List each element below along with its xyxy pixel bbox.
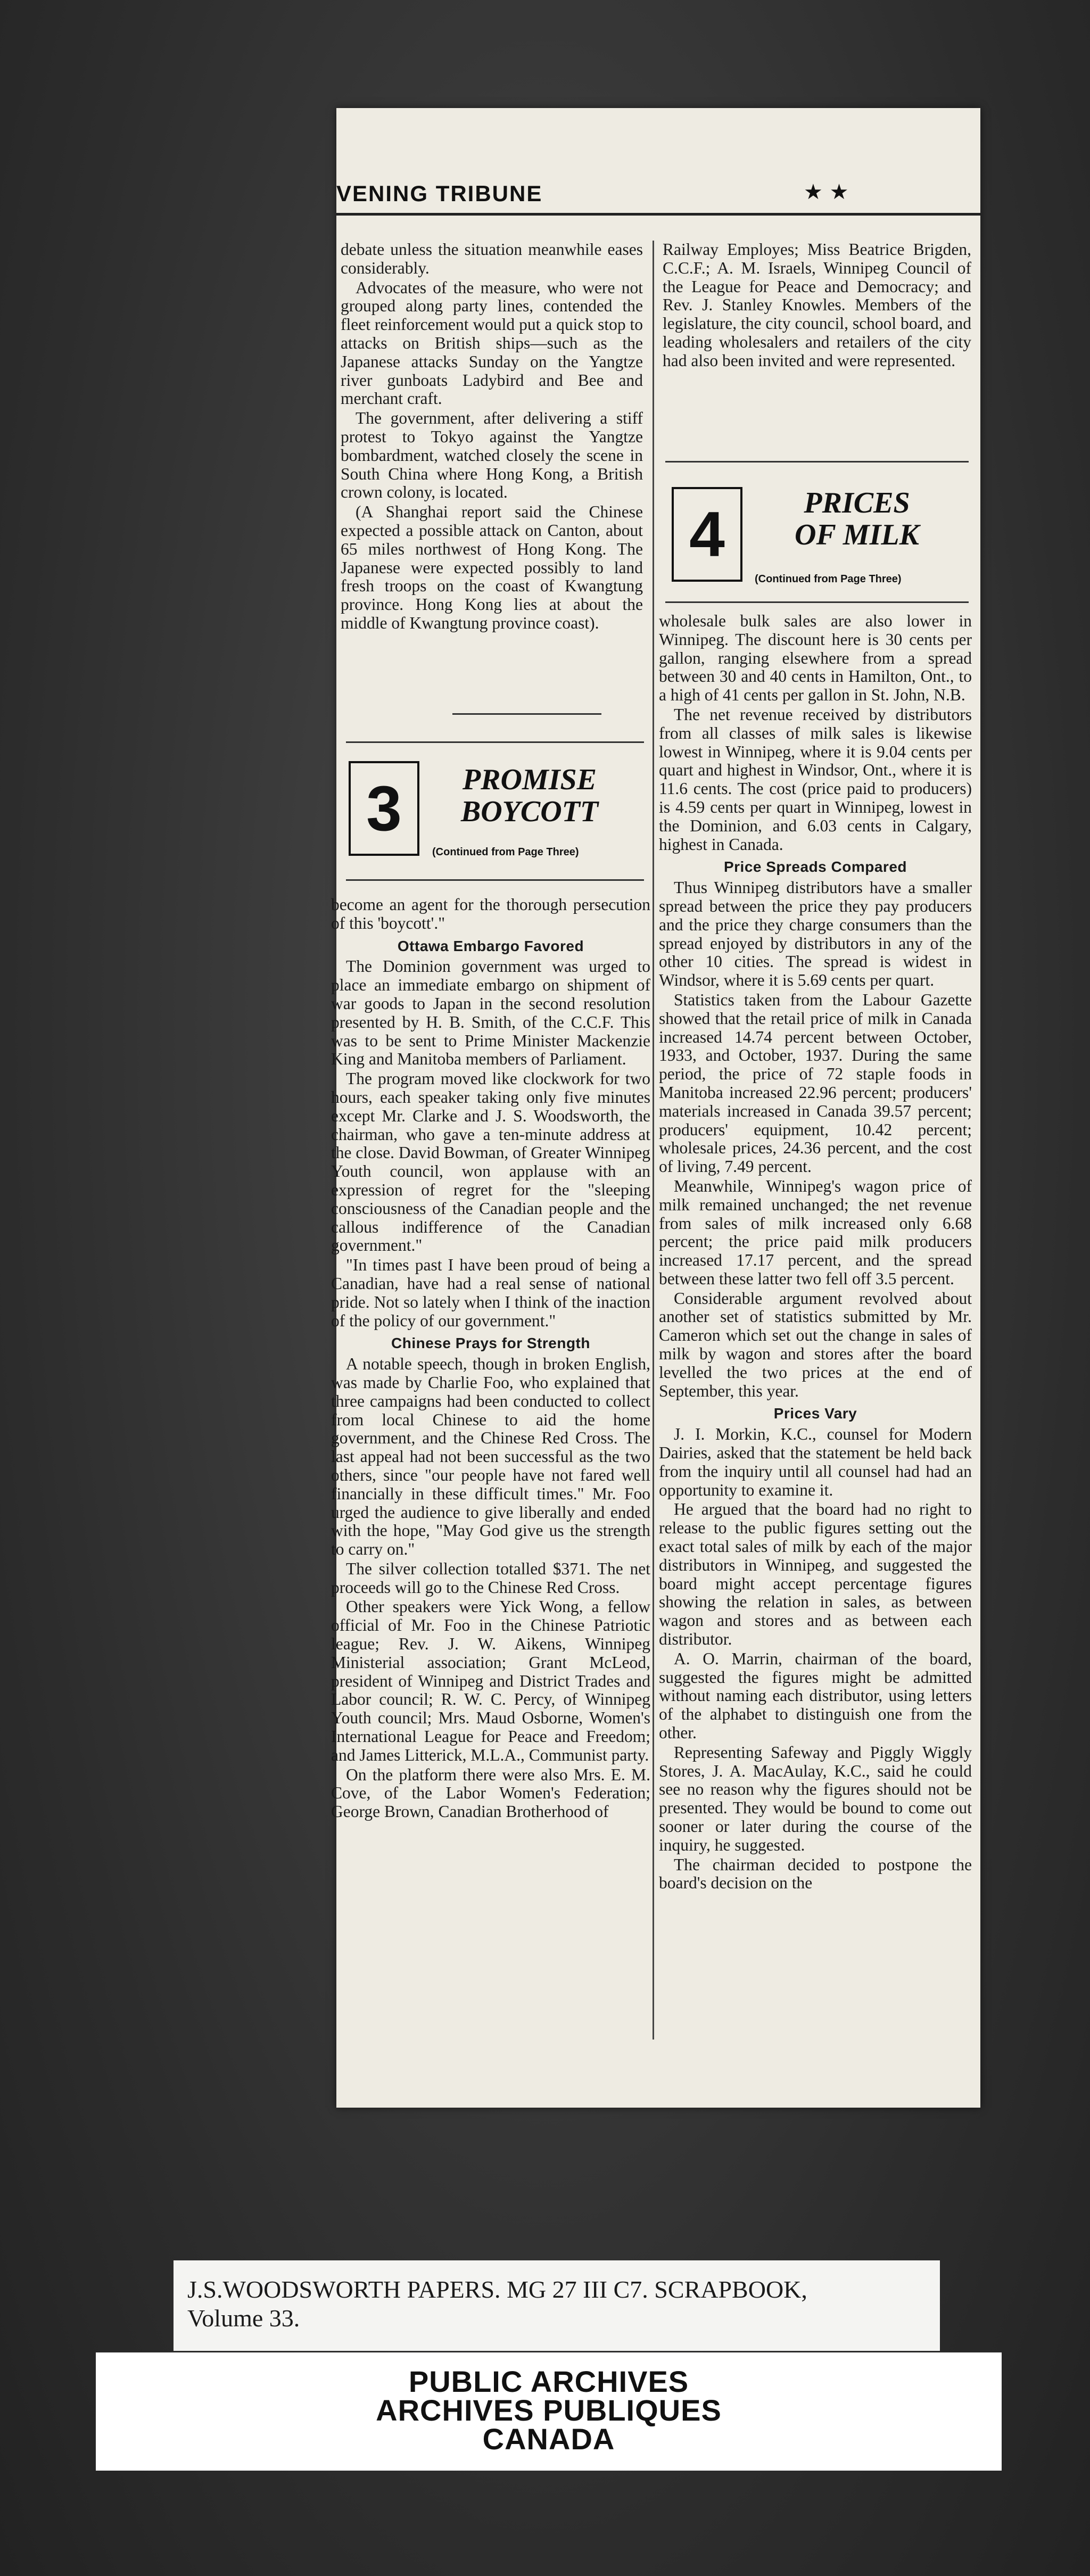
paragraph: The Dominion government was urged to place an immediate embargo on shipment of war goods to Japan in the second resolution presented by H. B. Smith, of the C.C.F. This was to be sent to Prime Minister Mackenzie King and Manitoba members of Parliament.	[331, 957, 650, 1069]
section-number: 4	[689, 499, 725, 570]
paragraph: Thus Winnipeg distributors have a smaller spread between the price they pay producers and the price they charge consumers than the spread enjoyed by distributors in any of the other 10 cities. The spread is widest in Windsor, where it is 5.69 cents per quart.	[659, 878, 972, 990]
paragraph: Other speakers were Yick Wong, a fellow official of Mr. Foo in the Chinese Patriotic league; Rev. J. W. Aikens, Winnipeg Ministerial association; Grant McLeod, president of Winnipeg and District Trades and Labor council; R. W. C. Percy, of Winnipeg Youth council; Mrs. Maud Osborne, Women's International League for Peace and Freedom; and James Litterick, M.L.A., Communist party.	[331, 1597, 650, 1764]
continued-note: (Continued from Page Three)	[432, 846, 579, 858]
paragraph: He argued that the board had no right to release to the public figures setting out the exact total sales of milk by each of the major distributors in Winnipeg, and suggested the board might accept percentage figures showing the relation in sales, as between wagon and stores and as between each distributor.	[659, 1500, 972, 1649]
paragraph: Meanwhile, Winnipeg's wagon price of milk remained unchanged; the net revenue from sales of milk increased only 6.68 percent; the price paid milk producers increased 17.17 percent, and the spread between these latter two fell off 3.5 percent.	[659, 1176, 972, 1288]
paragraph: Railway Employes; Miss Beatrice Brigden, C.C.F.; A. M. Israels, Winnipeg Council of the League for Peace and Democracy; and Rev. J. Stanley Knowles. Members of the legislature, the city council, school board, and leading wholesalers and retailers of the city had also been invited and were represented.	[663, 240, 971, 370]
paragraph: Statistics taken from the Labour Gazette showed that the retail price of milk in Canada increased 14.74 percent between October, 1933, and October, 1937. During the same period, the price of 72 staple foods in Manitoba increased 22.96 percent; producers' materials increased in Canada 39.57 percent; producers' equipment, 10.42 percent; wholesale prices, 24.36 percent, and the cost of living, 7.49 percent.	[659, 990, 972, 1176]
section-divider	[665, 461, 969, 463]
paragraph: "In times past I have been proud of being a Canadian, have had a real sense of national pride. Not so lately when I think of the inaction of the policy of our government."	[331, 1256, 650, 1330]
section-divider	[346, 879, 644, 881]
archives-line: ARCHIVES PUBLIQUES	[376, 2393, 722, 2427]
public-archives-stamp	[96, 2352, 1002, 2471]
paragraph: The silver collection totalled $371. The net proceeds will go to the Chinese Red Cross.	[331, 1559, 650, 1597]
archives-line: CANADA	[482, 2422, 615, 2456]
paragraph: Representing Safeway and Piggly Wiggly Stores, J. A. MacAulay, K.C., said he could see no reason why the figures should not be presented. They would be bound to come out sooner or later during the course of the inquiry, he suggested.	[659, 1743, 972, 1854]
subheading: Ottawa Embargo Favored	[397, 937, 584, 954]
subheading: Prices Vary	[773, 1405, 857, 1422]
headline-line: BOYCOTT	[460, 795, 599, 828]
continued-note: (Continued from Page Three)	[755, 573, 902, 585]
masthead-rule	[336, 213, 980, 216]
archives-line: PUBLIC ARCHIVES	[408, 2365, 689, 2398]
archive-reference-label	[174, 2260, 940, 2351]
paragraph: The program moved like clockwork for two hours, each speaker taking only five minutes except Mr. Clarke and J. S. Woodsworth, the chairman, who gave a ten-minute address at the close. David Bowman, of Greater Winnipeg Youth council, won applause with an expression of regret for the "sleeping consciousness of the Canadian people and the callous indifference of the Canadian government."	[331, 1069, 650, 1255]
column-rule	[653, 241, 654, 2040]
section-divider	[346, 741, 644, 743]
paragraph: Considerable argument revolved about another set of statistics submitted by Mr. Cameron which set out the change in sales of milk by wagon and stores after the board levelled the two prices at the end of September, this year.	[659, 1289, 972, 1400]
headline-prices-of-milk	[756, 487, 958, 551]
short-divider	[452, 713, 601, 715]
paragraph: A. O. Marrin, chairman of the board, suggested the figures might be admitted without naming each distributor, using letters of the alphabet to distinguish one from the other.	[659, 1649, 972, 1743]
newspaper-masthead: VENING TRIBUNE	[336, 181, 543, 206]
section-number-3	[349, 761, 419, 856]
subheading: Chinese Prays for Strength	[391, 1335, 590, 1352]
section-number: 3	[366, 773, 402, 844]
article-prices-of-milk	[659, 612, 972, 1894]
paragraph: The net revenue received by distributors from all classes of milk sales is likewise lowest in Winnipeg, where it is 9.04 cents per quart and highest in Windsor, Ont., where it is 11.6 cents. The cost (price paid to producers) is 4.59 cents per quart in Winnipeg, lowest in the Dominion, and 6.03 cents in Calgary, highest in Canada.	[659, 705, 972, 854]
label-line: J.S.WOODSWORTH PAPERS. MG 27 III C7. SCRAPBOOK,	[187, 2276, 807, 2303]
paragraph: (A Shanghai report said the Chinese expected a possible attack on Canton, about 65 miles northwest of Hong Kong. The Japanese were expected possibly to land fresh troops on the coast of Kwangtung province. Hong Kong lies at about the middle of Kwangtung province coast).	[341, 502, 643, 632]
article-right-top	[663, 241, 971, 371]
article-left-top	[341, 241, 643, 634]
headline-promise-boycott	[431, 764, 628, 828]
paragraph: A notable speech, though in broken English, was made by Charlie Foo, who explained that three campaigns had been conducted to collect from local Chinese to aid the home government, and the Chinese Red Cross. The last appeal had not been successful as the two others, since "our people have not fared well financially in these difficult times." Mr. Foo urged the audience to give liberally and ended with the hope, "May God give us the strength to carry on."	[331, 1355, 650, 1559]
article-promise-boycott	[331, 896, 650, 1822]
section-number-4	[672, 487, 742, 582]
paragraph: J. I. Morkin, K.C., counsel for Modern Dairies, asked that the statement be held back from the inquiry until all counsel had had an opportunity to examine it.	[659, 1425, 972, 1499]
paragraph: wholesale bulk sales are also lower in Winnipeg. The discount here is 30 cents per gallon, ranging elsewhere from a spread between 30 and 40 cents in Hamilton, Ont., to a high of 41 cents per gallon in St. John, N.B.	[659, 612, 972, 705]
headline-line: PRICES	[804, 486, 910, 519]
edition-stars: ★ ★	[804, 180, 849, 204]
headline-line: OF MILK	[795, 518, 919, 551]
section-divider	[665, 601, 969, 603]
paragraph: The chairman decided to postpone the board's decision on the	[659, 1855, 972, 1893]
paragraph: become an agent for the thorough persecution of this 'boycott'."	[331, 895, 650, 932]
paragraph: The government, after delivering a stiff protest to Tokyo against the Yangtze bombardment, watched closely the scene in South China where Hong Kong, a British crown colony, is located.	[341, 409, 643, 502]
paragraph: On the platform there were also Mrs. E. M. Cove, of the Labor Women's Federation; George Brown, Canadian Brotherhood of	[331, 1765, 650, 1821]
paragraph: Advocates of the measure, who were not grouped along party lines, contended the fleet reinforcement would put a quick stop to attacks on British ships—such as the Japanese attacks Sunday on the Yangtze river gunboats Ladybird and Bee and merchant craft.	[341, 278, 643, 408]
label-line: Volume 33.	[187, 2305, 300, 2332]
paragraph: debate unless the situation meanwhile eases considerably.	[341, 240, 643, 277]
subheading: Price Spreads Compared	[723, 858, 907, 876]
headline-line: PROMISE	[462, 763, 597, 796]
